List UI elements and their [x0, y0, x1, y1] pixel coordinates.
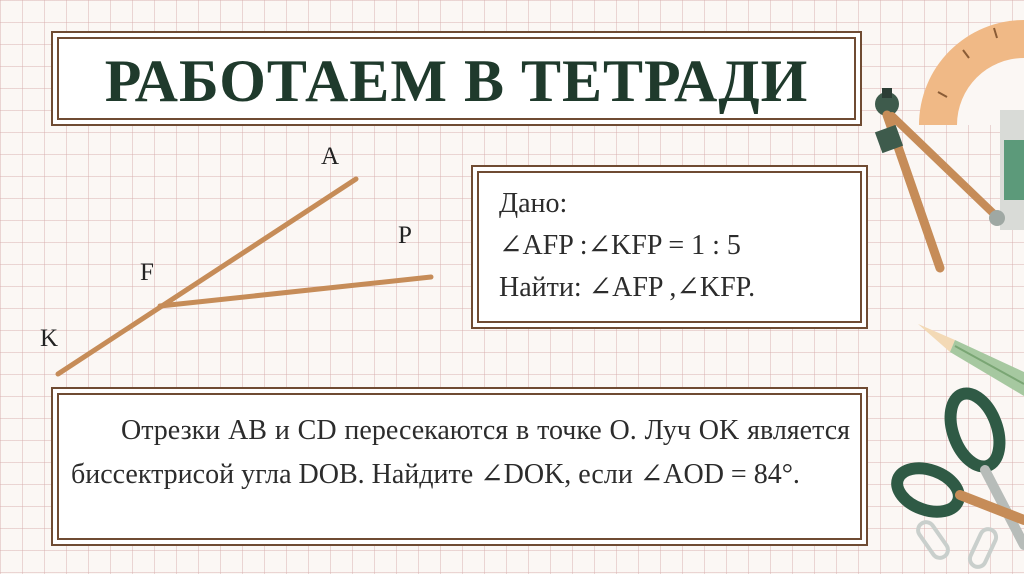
given-heading: Дано: — [499, 188, 568, 219]
given-ratio: ∠AFP :∠KFP = 1 : 5 — [499, 230, 741, 261]
point-label-k: K — [40, 325, 59, 352]
point-label-a: A — [321, 143, 340, 170]
protractor-icon — [919, 20, 1024, 125]
point-label-p: P — [398, 222, 412, 249]
page-title: РАБОТАЕМ В ТЕТРАДИ — [104, 48, 809, 114]
scissors-icon — [891, 387, 1024, 545]
given-find: Найти: ∠AFP ,∠KFP. — [499, 272, 756, 303]
pencil-icon — [918, 324, 1024, 396]
point-label-f: F — [140, 259, 154, 286]
problem-text: Отрезки AB и CD пересекаются в точке О. Луч OK является биссектрисой угла DOB. Найдите ∠DOK, если ∠AOD = 84°. — [71, 415, 850, 490]
ruler-icon — [1000, 110, 1024, 230]
paperclip-icon — [915, 519, 999, 569]
